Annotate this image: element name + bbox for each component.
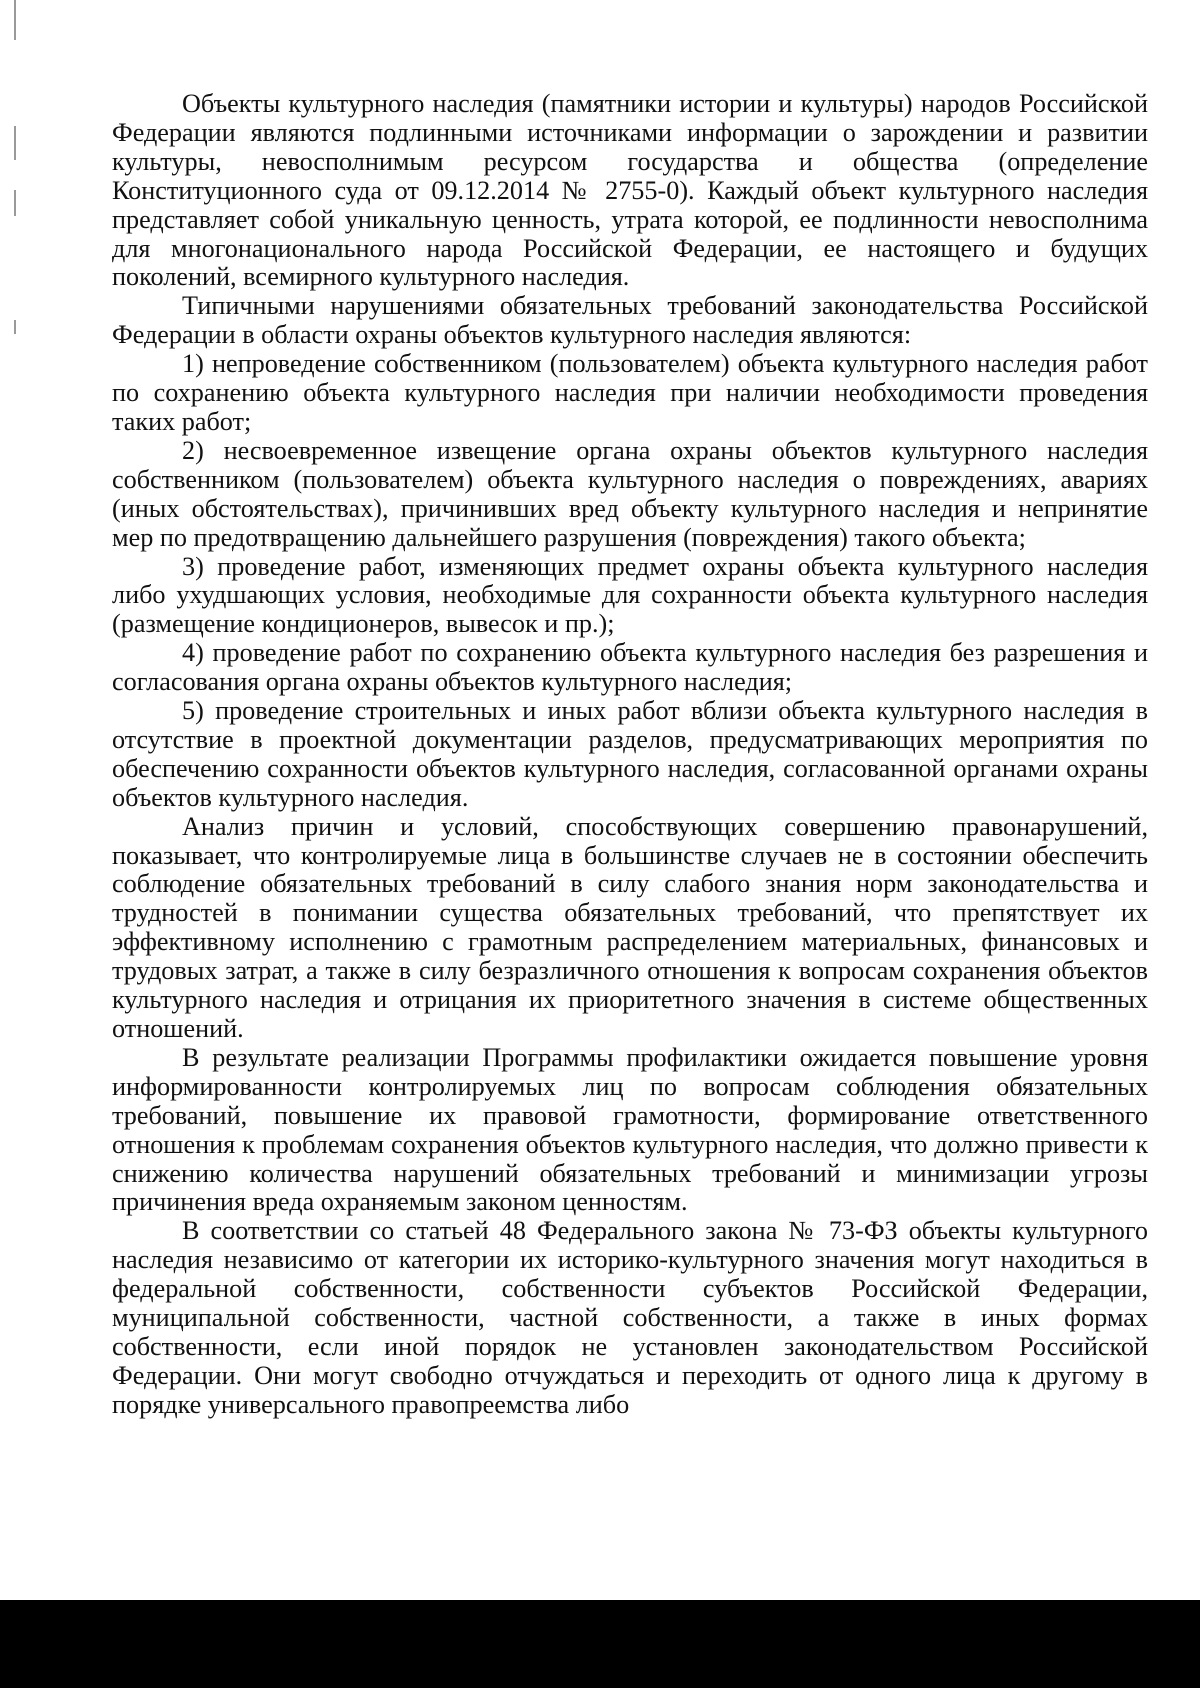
paragraph-ownership-article-48: В соответствии со статьей 48 Федерального закона № 73-ФЗ объекты культурного наследия независимо от категории их историко-культурного значения могут находиться в федеральной собственности, собственности субъектов Российской Федерации, муниципальной собственности, частной собственности, а также в иных формах собственности, если иной порядок не установлен законодательством Российской Федерации. Они могут свободно отчуждаться и переходить от одного лица к другому в порядке универсального правопреемства либо	[112, 1216, 1148, 1419]
list-item-violation-2: 2) несвоевременное извещение органа охраны объектов культурного наследия собственником (пользователем) объекта культурного наследия о повреждениях, авариях (иных обстоятельствах), причинивших вред объекту культурного наследия и непринятие мер по предотвращению дальнейшего разрушения (повреждения) такого объекта;	[112, 435, 1148, 552]
list-item-violation-3: 3) проведение работ, изменяющих предмет охраны объекта культурного наследия либо ухудшающих условия, необходимые для сохранности объекта культурного наследия (размещение кондиционеров, вывесок и пр.);	[112, 551, 1148, 639]
paragraph-expected-results: В результате реализации Программы профилактики ожидается повышение уровня информированности контролируемых лиц по вопросам соблюдения обязательных требований, повышение их правовой грамотности, формирование ответственного отношения к проблемам сохранения объектов культурного наследия, что должно привести к снижению количества нарушений обязательных требований и минимизации угрозы причинения вреда охраняемым законом ценностям.	[112, 1042, 1148, 1217]
list-item-violation-1: 1) непроведение собственником (пользователем) объекта культурного наследия работ по сохранению объекта культурного наследия при наличии необходимости проведения таких работ;	[112, 349, 1148, 436]
paragraph-typical-violations-intro: Типичными нарушениями обязательных требований законодательства Российской Федерации в области охраны объектов культурного наследия являются:	[112, 291, 1148, 350]
scan-edge-mark	[14, 190, 16, 216]
paragraph-cultural-heritage-definition: Объекты культурного наследия (памятники истории и культуры) народов Российской Федерации являются подлинными источниками информации о зарождении и развитии культуры, невосполнимым ресурсом государства и общества (определение Конституционного суда от 09.12.2014 № 2755-0). Каждый объект культурного наследия представляет собой уникальную ценность, утрата которой, ее подлинности невосполнима для многонационального народа Российской Федерации, ее настоящего и будущих поколений, всемирного культурного наследия.	[112, 89, 1148, 292]
scan-edge-mark	[14, 126, 16, 160]
scan-edge-mark	[14, 0, 16, 40]
paragraph-causes-analysis: Анализ причин и условий, способствующих совершению правонарушений, показывает, что контролируемые лица в большинстве случаев не в состоянии обеспечить соблюдение обязательных требований в силу слабого знания норм законодательства и трудностей в понимании существа обязательных требований, что препятствует их эффективному исполнению с грамотным распределением материальных, финансовых и трудовых затрат, а также в силу безразличного отношения к вопросам сохранения объектов культурного наследия и отрицания их приоритетного значения в системе общественных отношений.	[112, 811, 1148, 1043]
scan-bottom-band	[0, 1600, 1200, 1688]
list-item-violation-5: 5) проведение строительных и иных работ вблизи объекта культурного наследия в отсутствие в проектной документации разделов, предусматривающих мероприятия по обеспечению сохранности объектов культурного наследия, согласованной органами охраны объектов культурного наследия.	[112, 696, 1148, 812]
list-item-violation-4: 4) проведение работ по сохранению объекта культурного наследия без разрешения и согласования органа охраны объектов культурного наследия;	[112, 638, 1148, 697]
document-body	[112, 90, 1148, 1420]
scan-edge-mark	[14, 320, 16, 334]
